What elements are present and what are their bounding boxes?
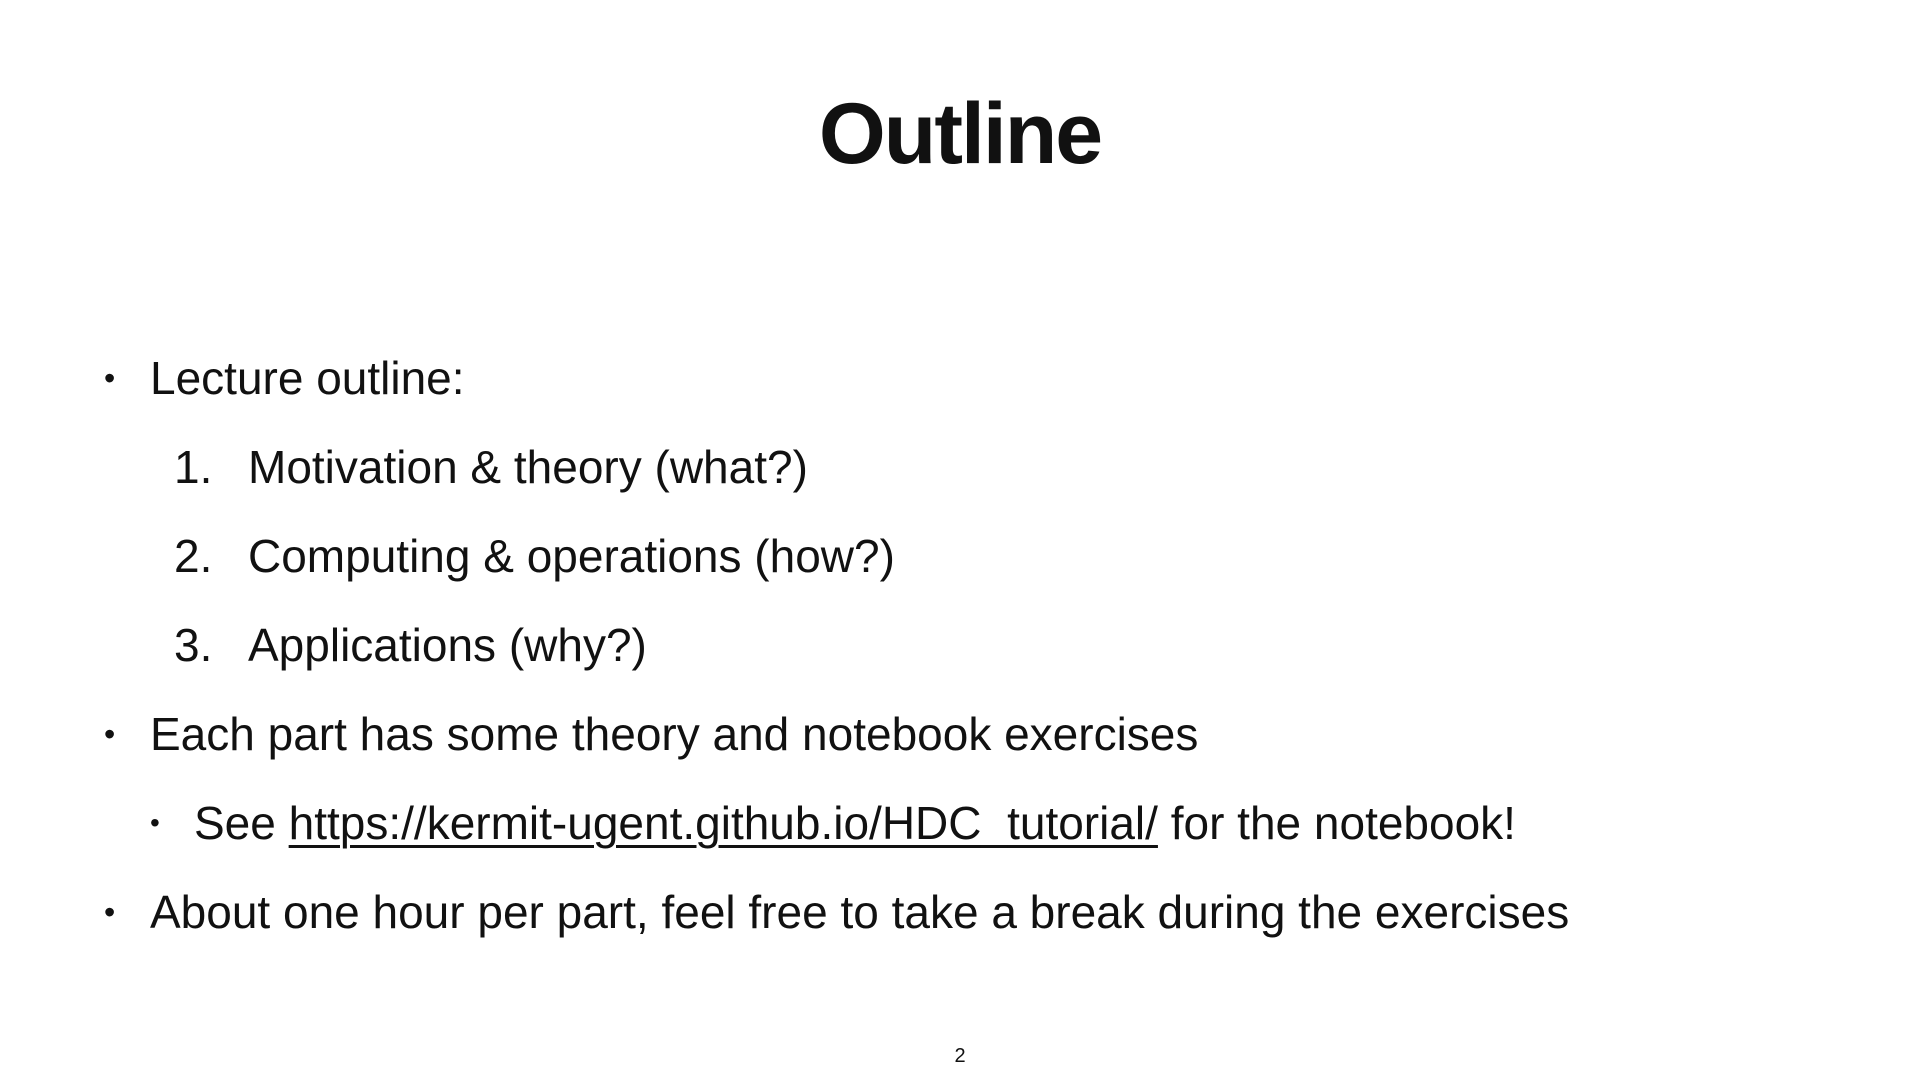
slide-title: Outline — [818, 86, 1102, 182]
list-number: 1. — [174, 441, 213, 493]
bullet-marker: • — [104, 716, 116, 752]
list-number: 2. — [174, 530, 213, 582]
bullet-marker: • — [104, 360, 116, 396]
list-item-text: Motivation & theory (what?) — [248, 441, 808, 493]
list-item-text: Computing & operations (how?) — [248, 530, 895, 582]
list-item-text: Applications (why?) — [248, 619, 647, 671]
sub-bullet-suffix: for the notebook! — [1157, 797, 1516, 849]
tutorial-link[interactable]: https://kermit-ugent.github.io/HDC_tutorial/ — [288, 797, 1158, 849]
sub-bullet-marker: • — [150, 807, 160, 838]
sub-bullet-text — [194, 795, 1516, 851]
bullet-text: Each part has some theory and notebook exercises — [150, 708, 1199, 760]
bullet-text: About one hour per part, feel free to take a break during the exercises — [150, 886, 1570, 938]
sub-bullet-prefix: See — [194, 797, 289, 849]
list-number: 3. — [174, 619, 213, 671]
bullet-marker: • — [104, 894, 116, 930]
page-number: 2 — [954, 1045, 966, 1067]
bullet-text: Lecture outline: — [150, 352, 465, 404]
